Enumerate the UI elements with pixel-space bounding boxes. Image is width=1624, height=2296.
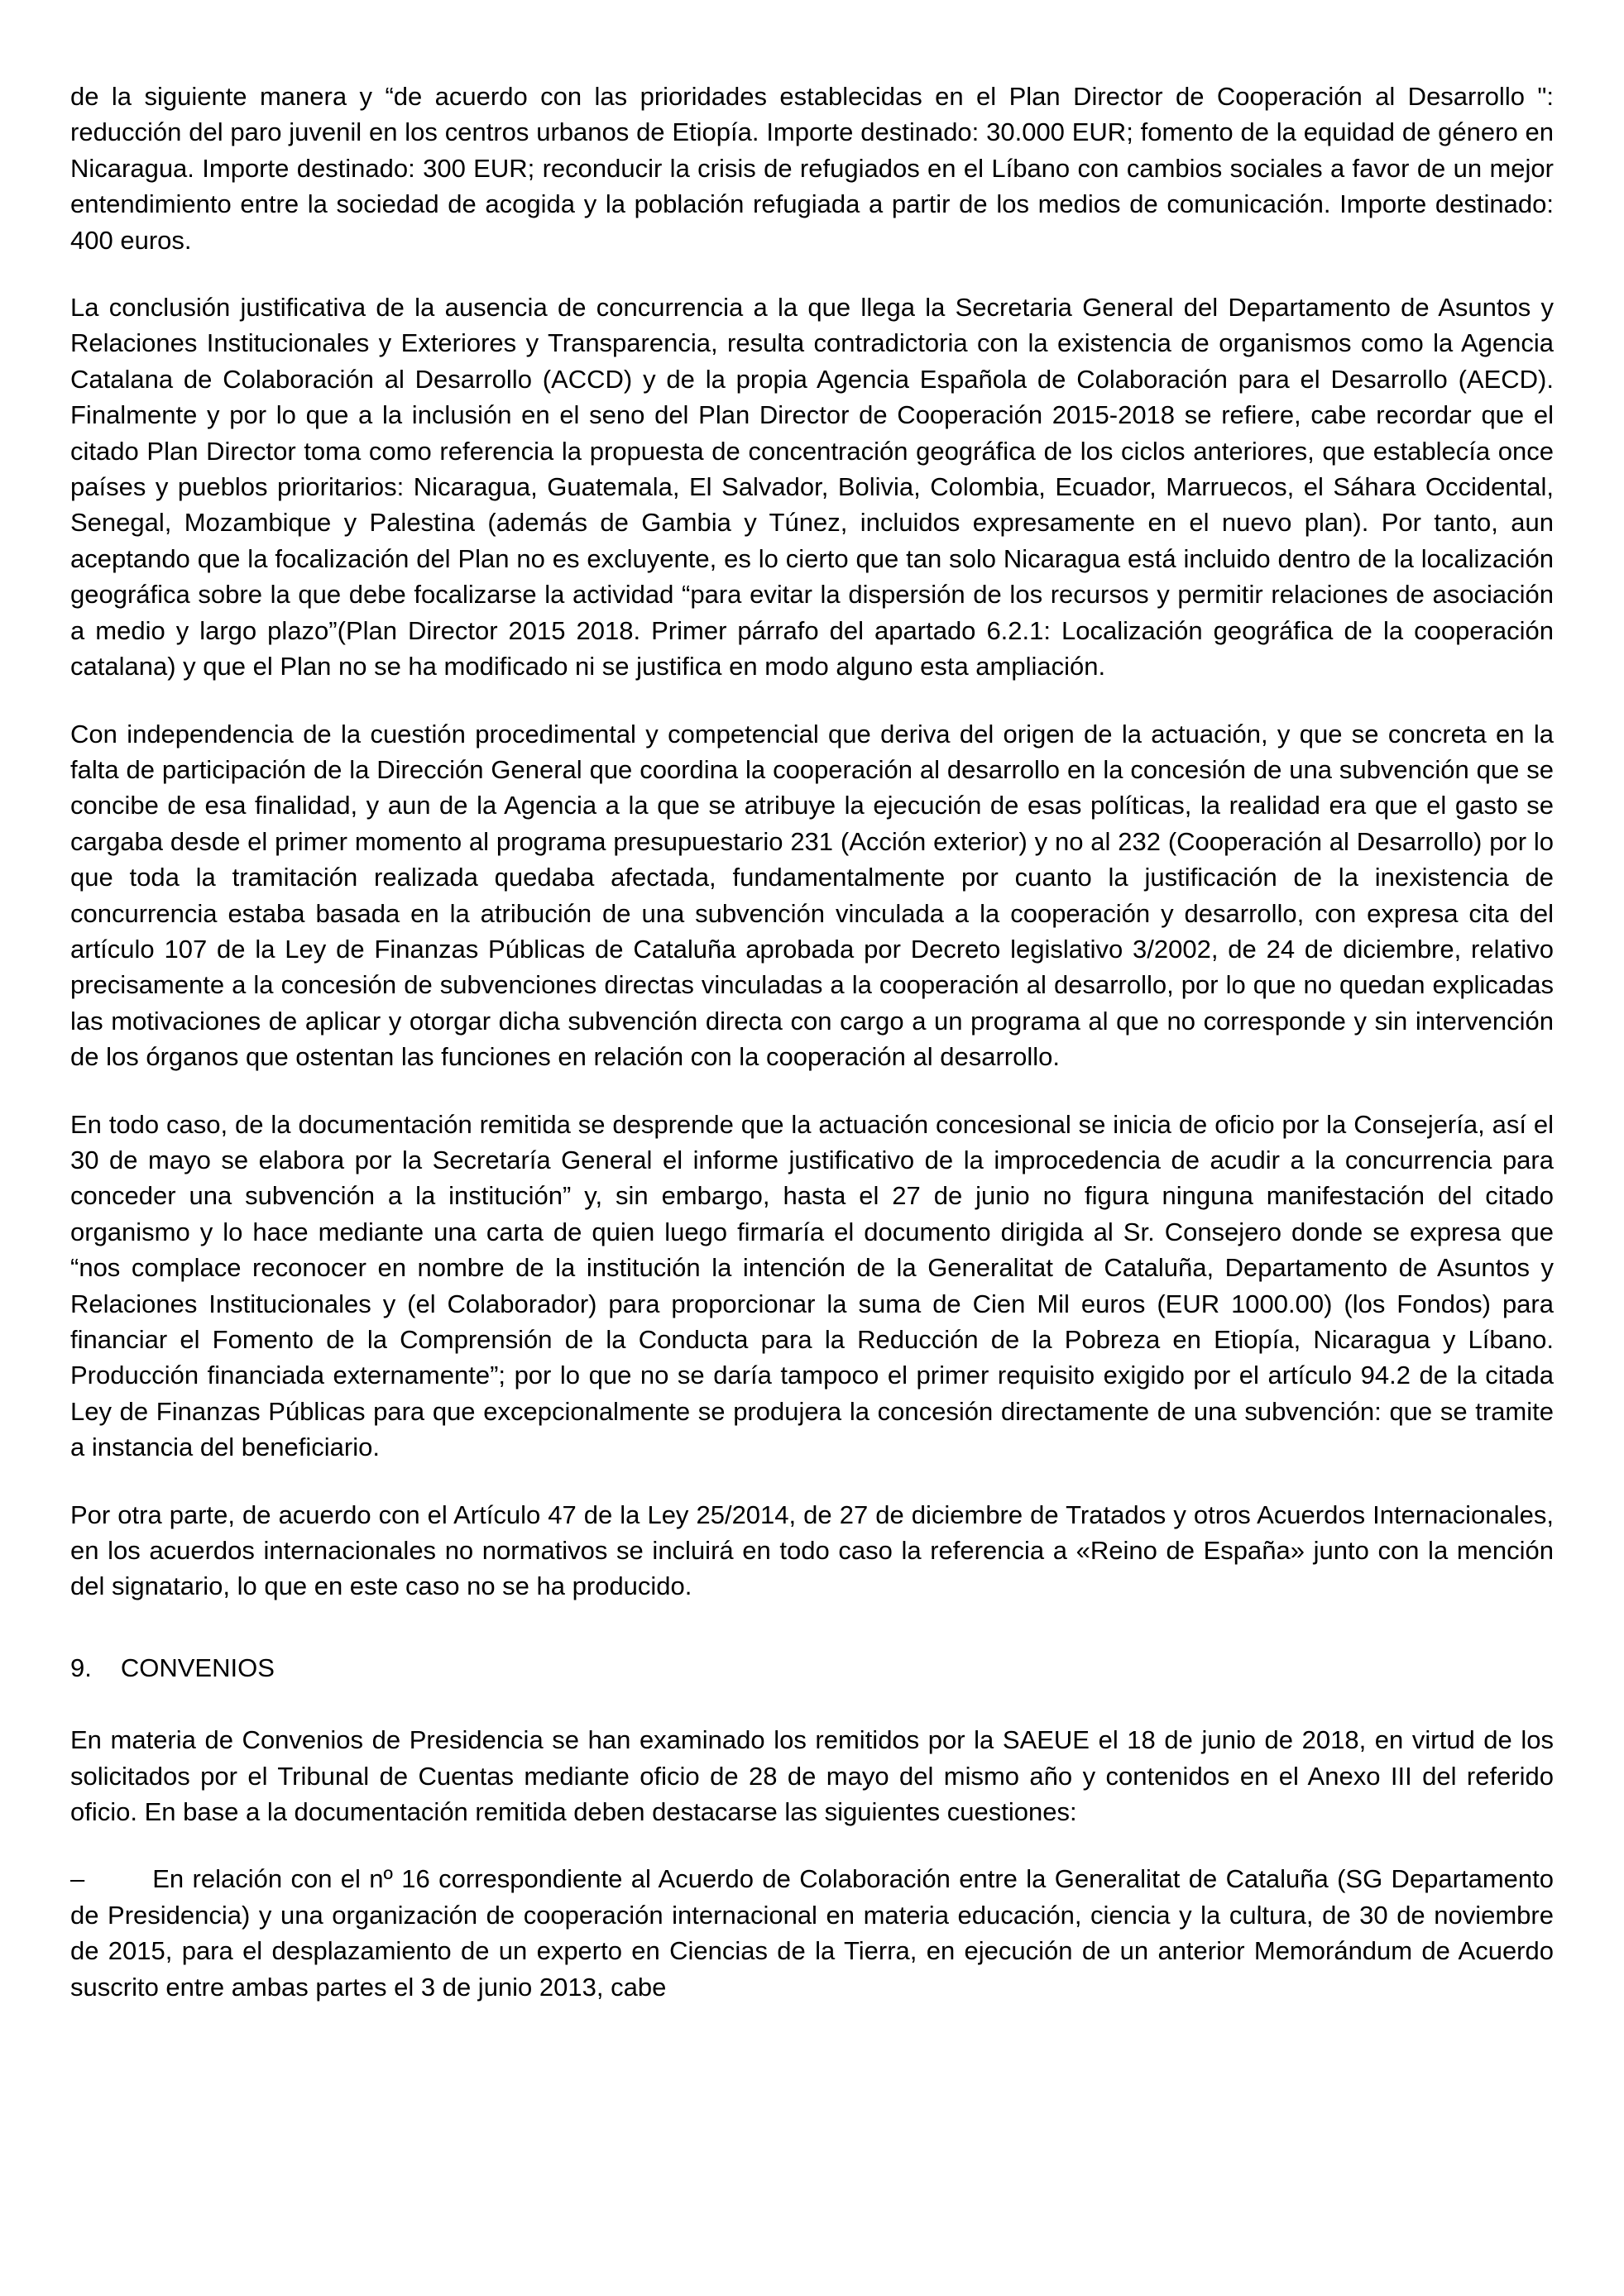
paragraph (70, 1722, 1554, 1830)
paragraph-text: Con independencia de la cuestión procedimental y competencial que deriva del origen de la actuación, y que se concreta en la falta de participación de la Dirección General que coordina la cooperación al desarrollo en la concesión de una subvención que se concibe de esa finalidad, y aun de la Agencia a la que se atribuye la ejecución de esas políticas, la realidad era que el gasto se cargaba desde el primer momento al programa presupuestario 231 (Acción exterior) y no al 232 (Cooperación al Desarrollo) por lo que toda la tramitación realizada quedaba afectada, fundamentalmente por cuanto la justificación de la inexistencia de concurrencia estaba basada en la atribución de una subvención vinculada a la cooperación y desarrollo, con expresa cita del artículo 107 de la Ley de Finanzas Públicas de Cataluña aprobada por Decreto legislativo 3/2002, de 24 de diciembre, relativo precisamente a la concesión de subvenciones directas vinculadas a la cooperación al desarrollo, por lo que no quedan explicadas las motivaciones de aplicar y otorgar dicha subvención directa con cargo a un programa al que no corresponde y sin intervención de los órganos que ostentan las funciones en relación con la cooperación al desarrollo. (70, 719, 1554, 1072)
heading-tab-spacer (92, 1676, 121, 1677)
list-item (70, 1861, 1554, 2005)
section-number: 9. (70, 1653, 92, 1682)
section-heading (70, 1650, 1554, 1686)
paragraph-text: En todo caso, de la documentación remitida se desprende que la actuación concesional se inicia de oficio por la Consejería, así el 30 de mayo se elabora por la Secretaría General el informe justificativo de la improcedencia de acudir a la concurrencia para conceder una subvención a la institución” y, sin embargo, hasta el 27 de junio no figura ninguna manifestación del citado organismo y lo hace mediante una carta de quien luego firmaría el documento dirigida al Sr. Consejero donde se expresa que “nos complace reconocer en nombre de la institución la intención de la Generalitat de Cataluña, Departamento de Asuntos y Relaciones Institucionales y (el Colaborador) para proporcionar la suma de Cien Mil euros (EUR 1000.00) (los Fondos) para financiar el Fomento de la Comprensión de la Conducta para la Reducción de la Pobreza en Etiopía, Nicaragua y Líbano. Producción financiada externamente”; por lo que no se daría tampoco el primer requisito exigido por el artículo 94.2 de la citada Ley de Finanzas Públicas para que excepcionalmente se produjera la concesión directamente de una subvención: que se tramite a instancia del beneficiario. (70, 1109, 1554, 1462)
list-item-dash-marker: – (70, 1864, 85, 1894)
paragraph-text: de la siguiente manera y “de acuerdo con las prioridades establecidas en el Plan Director de Cooperación al Desarrollo ": reducción del paro juvenil en los centros urbanos de Etiopía. Importe destinado: 30.000 EUR; fomento de la equidad de género en Nicaragua. Importe destinado: 300 EUR; reconducir la crisis de refugiados en el Líbano con cambios sociales a favor de un mejor entendimiento entre la sociedad de acogida y la población refugiada a partir de los medios de comunicación. Importe destinado: 400 euros. (70, 82, 1554, 255)
paragraph (70, 1107, 1554, 1466)
paragraph-text: Por otra parte, de acuerdo con el Artículo 47 de la Ley 25/2014, de 27 de diciembre de Tratados y otros Acuerdos Internacionales, en los acuerdos internacionales no normativos se incluirá en todo caso la referencia a «Reino de España» junto con la mención del signatario, lo que en este caso no se ha producido. (70, 1500, 1554, 1601)
section-title: CONVENIOS (120, 1653, 275, 1682)
paragraph (70, 79, 1554, 258)
paragraph-text: La conclusión justificativa de la ausencia de concurrencia a la que llega la Secretaria General del Departamento de Asuntos y Relaciones Institucionales y Exteriores y Transparencia, resulta contradictoria con la existencia de organismos como la Agencia Catalana de Colaboración al Desarrollo (ACCD) y de la propia Agencia Española de Colaboración para el Desarrollo (AECD). Finalmente y por lo que a la inclusión en el seno del Plan Director de Cooperación 2015-2018 se refiere, cabe recordar que el citado Plan Director toma como referencia la propuesta de concentración geográfica de los ciclos anteriores, que establecía once países y pueblos prioritarios: Nicaragua, Guatemala, El Salvador, Bolivia, Colombia, Ecuador, Marruecos, el Sáhara Occidental, Senegal, Mozambique y Palestina (además de Gambia y Túnez, incluidos expresamente en el nuevo plan). Por tanto, aun aceptando que la focalización del Plan no es excluyente, es lo cierto que tan solo Nicaragua está incluido dentro de la localización geográfica sobre la que debe focalizarse la actividad “para evitar la dispersión de los recursos y permitir relaciones de asociación a medio y largo plazo”(Plan Director 2015 2018. Primer párrafo del apartado 6.2.1: Localización geográfica de la cooperación catalana) y que el Plan no se ha modificado ni se justifica en modo alguno esta ampliación. (70, 293, 1554, 682)
paragraph (70, 1497, 1554, 1605)
list-item-text: En relación con el nº 16 correspondiente al Acuerdo de Colaboración entre la Generalitat de Cataluña (SG Departamento de Presidencia) y una organización de cooperación internacional en materia educación, ciencia y la cultura, de 30 de noviembre de 2015, para el desplazamiento de un experto en Ciencias de la Tierra, en ejecución de un anterior Memorándum de Acuerdo suscrito entre ambas partes el 3 de junio 2013, cabe (70, 1864, 1554, 2002)
paragraph (70, 289, 1554, 684)
paragraph (70, 716, 1554, 1075)
paragraph-text: En materia de Convenios de Presidencia se han examinado los remitidos por la SAEUE el 18 de junio de 2018, en virtud de los solicitados por el Tribunal de Cuentas mediante oficio de 28 de mayo del mismo año y contenidos en el Anexo III del referido oficio. En base a la documentación remitida deben destacarse las siguientes cuestiones: (70, 1725, 1554, 1827)
